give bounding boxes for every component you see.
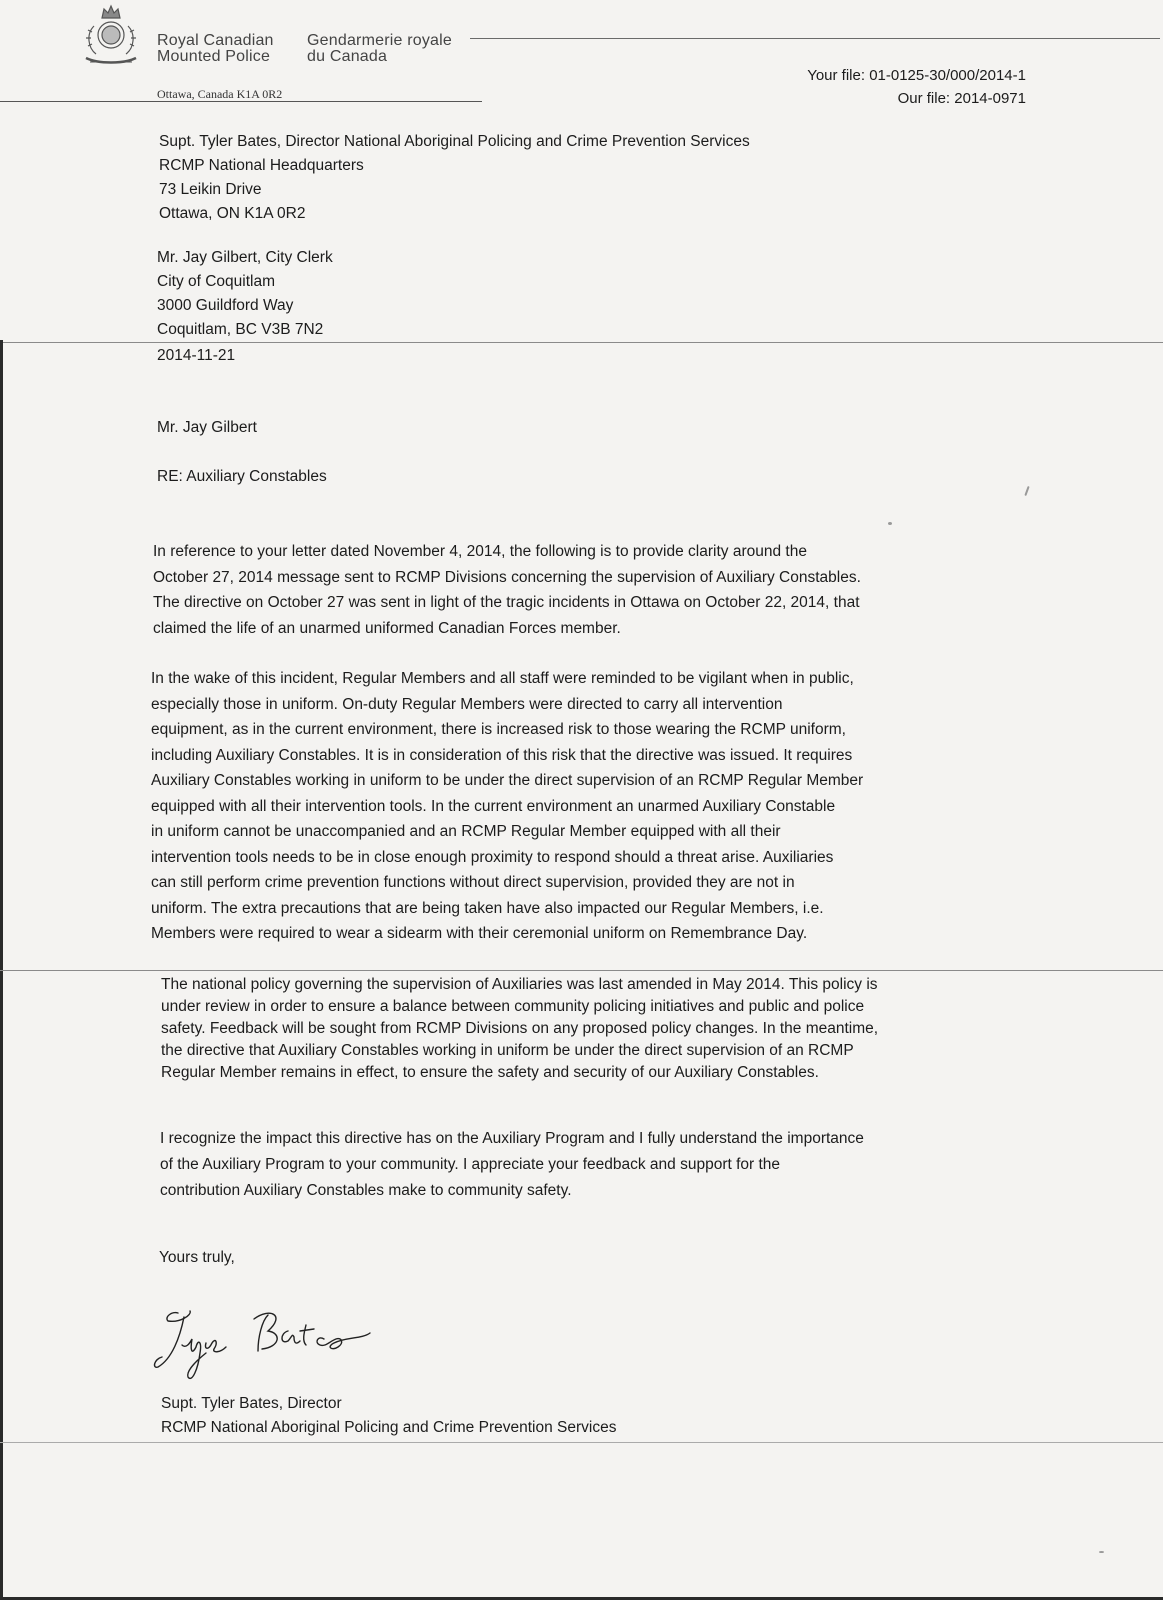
sender-address: Supt. Tyler Bates, Director National Aboriginal Policing and Crime Prevention Services RCMP National Headquarters 73 Leikin Drive Ottawa, ON K1A 0R2 — [159, 133, 750, 222]
your-file-ref: Your file: 01-0125-30/000/2014-1 — [807, 67, 1026, 84]
address-rule — [0, 101, 482, 102]
letter-date: 2014-11-21 — [157, 347, 236, 364]
our-file-ref: Our file: 2014-0971 — [897, 90, 1026, 107]
signoff: Supt. Tyler Bates, Director RCMP National Aboriginal Policing and Crime Prevention Services — [161, 1395, 617, 1436]
rcmp-crest-icon — [80, 4, 142, 70]
salutation: Mr. Jay Gilbert — [157, 419, 257, 436]
scan-speck — [888, 522, 892, 525]
page-tear-line — [0, 1442, 1163, 1443]
scan-speck — [1024, 486, 1029, 496]
header-rule — [470, 38, 1160, 39]
paragraph-2: In the wake of this incident, Regular Members and all staff were reminded to be vigilant when in public, especially those in uniform. On-duty Regular Members were directed to carry all intervention equipment, as in the current environment, there is increased risk to those wearing the RCMP uniform, including Auxiliary Constables. It is in consideration of this risk that the directive was issued. It requires Auxiliary Constables working in uniform to be under the direct supervision of an RCMP Regular Member equipped with all their intervention tools. In the current environment an unarmed Auxiliary Constable in uniform cannot be unaccompanied and an RCMP Regular Member equipped with all their intervention tools needs to be in close enough proximity to respond should a threat arise. Auxiliaries can still perform crime prevention functions without direct supervision, provided they are not in uniform. The extra precautions that are being taken have also impacted our Regular Members, i.e. Members were required to wear a sidearm with their ceremonial uniform on Remembrance Day. — [151, 670, 864, 942]
page-tear-line — [0, 342, 1163, 343]
scan-speck — [1099, 1551, 1104, 1553]
org-name-french: Gendarmerie royale du Canada — [307, 32, 452, 65]
paragraph-4: I recognize the impact this directive has on the Auxiliary Program and I fully understand the importance of the Auxiliary Program to your community. I appreciate your feedback and support for the contribution Auxiliary Constables make to community safety. — [160, 1130, 864, 1199]
closing: Yours truly, — [159, 1249, 235, 1266]
recipient-address: Mr. Jay Gilbert, City Clerk City of Coquitlam 3000 Guildford Way Coquitlam, BC V3B 7N2 — [157, 249, 333, 338]
signature — [150, 1303, 390, 1393]
file-references — [807, 64, 1026, 110]
page-tear-line — [0, 970, 1163, 971]
org-name-english: Royal Canadian Mounted Police — [157, 32, 274, 65]
paragraph-1: In reference to your letter dated November 4, 2014, the following is to provide clarity around the October 27, 2014 message sent to RCMP Divisions concerning the supervision of Auxiliary Constables. The directive on October 27 was sent in light of the tragic incidents in Ottawa on October 22, 2014, that claimed the life of an unarmed uniformed Canadian Forces member. — [153, 543, 861, 637]
paragraph-3: The national policy governing the supervision of Auxiliaries was last amended in May 2014. This policy is under review in order to ensure a balance between community policing initiatives and public and police safety. Feedback will be sought from RCMP Divisions on any proposed policy changes. In the meantime, the directive that Auxiliary Constables working in uniform be under the direct supervision of an RCMP Regular Member remains in effect, to ensure the safety and security of our Auxiliary Constables. — [161, 976, 879, 1081]
letterhead-address: Ottawa, Canada K1A 0R2 — [157, 87, 283, 101]
subject-line: RE: Auxiliary Constables — [157, 468, 327, 485]
